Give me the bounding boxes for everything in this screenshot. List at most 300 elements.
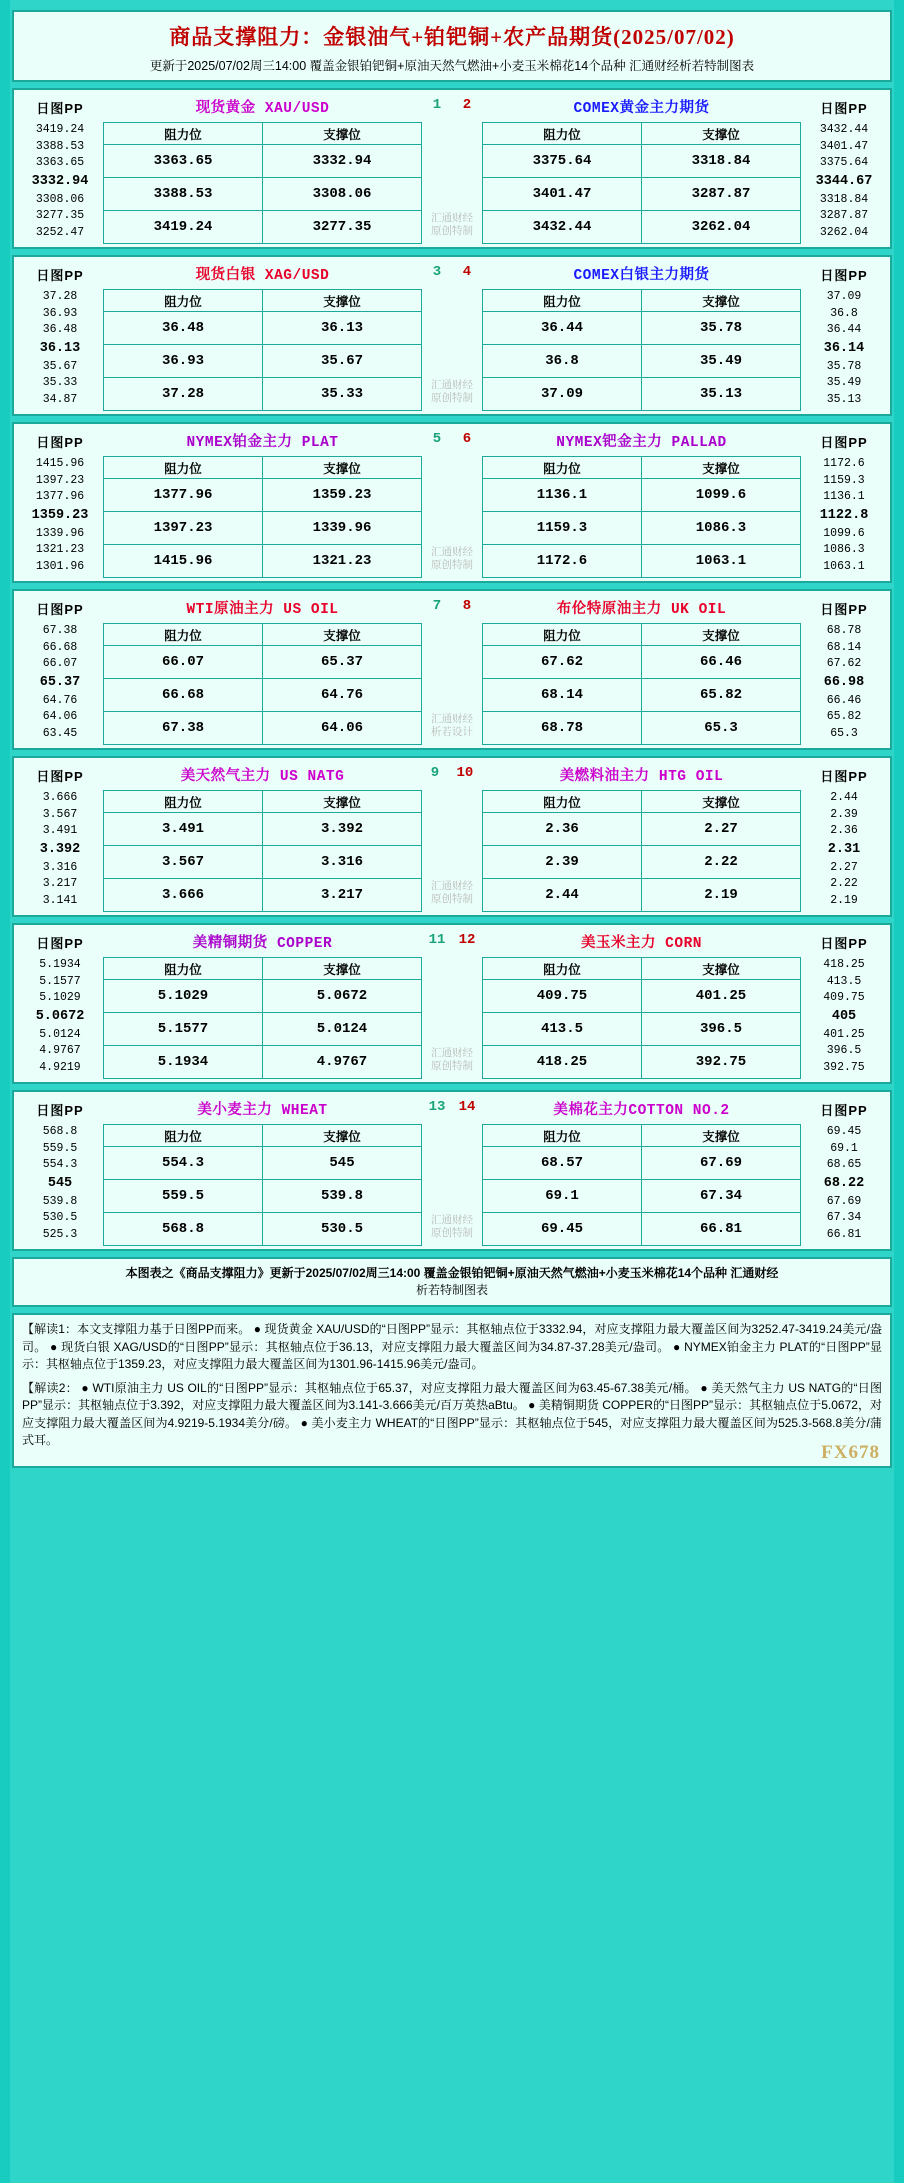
pivot-level-value: 5.1029 bbox=[39, 991, 81, 1004]
pivot-column-header: 日图PP bbox=[820, 1103, 868, 1118]
pivot-level-value: 5.1934 bbox=[39, 958, 81, 971]
support-value: 66.81 bbox=[642, 1213, 801, 1246]
support-value: 35.49 bbox=[642, 345, 801, 378]
pivot-level-value: 2.36 bbox=[830, 824, 858, 837]
pivot-level-value: 413.5 bbox=[826, 974, 862, 988]
pivot-level-value: 3.141 bbox=[42, 893, 78, 907]
pivot-value: 5.0672 bbox=[35, 1008, 85, 1024]
block-index-column bbox=[422, 1095, 482, 1246]
table-row bbox=[104, 1213, 422, 1246]
block-index-numbers bbox=[422, 761, 482, 781]
table-row bbox=[483, 211, 801, 244]
resistance-value: 37.28 bbox=[104, 378, 263, 411]
note-2: 【解读2： ● WTI原油主力 US OIL的“日图PP”显示：其枢轴点位于65.37，对应支撑阻力最大覆盖区间为63.45-67.38美元/桶。 ● 美天然气主力 US NATG的“日图PP”显示：其枢轴点位于3.392，对应支撑阻力最大覆盖区间为3.141-3.666美元/百万英热aBtu。 ● 美精铜期货 COPPER的“日图PP”显示：其枢轴点位于5.0672，对应支撑阻力最大覆盖区间为4.9219-5.1934美分/磅。 ● 美小麦主力 WHEAT的“日图PP”显示：其枢轴点位于545，对应支撑阻力最大覆盖区间为525.3-568.8美分/蒲式耳。 bbox=[22, 1380, 882, 1447]
pivot-level-value: 3419.24 bbox=[35, 123, 85, 136]
pivot-value: 3344.67 bbox=[815, 173, 873, 189]
support-value: 3332.94 bbox=[263, 145, 422, 178]
resistance-value: 2.44 bbox=[483, 879, 642, 912]
instrument-block bbox=[12, 422, 892, 583]
resistance-value: 66.07 bbox=[104, 646, 263, 679]
pivot-level-value: 554.3 bbox=[42, 1158, 78, 1171]
support-value: 530.5 bbox=[263, 1213, 422, 1246]
resistance-value: 3363.65 bbox=[104, 145, 263, 178]
instrument-panel-right bbox=[482, 761, 801, 912]
pivot-level-value: 35.67 bbox=[42, 359, 78, 373]
block-index-column bbox=[422, 260, 482, 411]
notes-box bbox=[12, 1313, 892, 1468]
column-header: 阻力位 bbox=[104, 290, 263, 312]
instrument-name: 美精铜期货 COPPER bbox=[192, 936, 333, 952]
table-row bbox=[104, 545, 422, 578]
pivot-level-value: 67.62 bbox=[826, 657, 862, 670]
pivot-level-value: 36.93 bbox=[42, 306, 78, 320]
support-value: 3318.84 bbox=[642, 145, 801, 178]
resistance-value: 3375.64 bbox=[483, 145, 642, 178]
column-header: 支撑位 bbox=[642, 457, 801, 479]
table-row bbox=[483, 1180, 801, 1213]
page-title: 商品支撑阻力：金银油气+铂钯铜+农产品期货(2025/07/02) bbox=[169, 25, 735, 49]
instrument-name: 美棉花主力COTTON NO.2 bbox=[553, 1103, 730, 1119]
resistance-value: 36.48 bbox=[104, 312, 263, 345]
pivot-column-right bbox=[801, 594, 887, 745]
block-index-numbers bbox=[422, 260, 482, 280]
instrument-name: 现货黄金 XAU/USD bbox=[195, 101, 330, 117]
instrument-name: COMEX白银主力期货 bbox=[573, 268, 710, 284]
pivot-level-value: 1063.1 bbox=[823, 559, 865, 573]
instrument-name: WTI原油主力 US OIL bbox=[186, 602, 339, 618]
pivot-level-value: 3.316 bbox=[42, 860, 78, 874]
pivot-column-right bbox=[801, 260, 887, 411]
pivot-value: 1122.8 bbox=[819, 507, 869, 523]
table-row bbox=[104, 479, 422, 512]
table-row bbox=[483, 178, 801, 211]
pivot-column-right bbox=[801, 1095, 887, 1246]
instrument-panel-left bbox=[103, 93, 422, 244]
pivot-level-value: 67.34 bbox=[826, 1211, 862, 1224]
instrument-name: 美小麦主力 WHEAT bbox=[197, 1103, 328, 1119]
resistance-value: 1159.3 bbox=[483, 512, 642, 545]
pivot-level-value: 2.44 bbox=[830, 791, 858, 804]
instrument-panel-left bbox=[103, 427, 422, 578]
pivot-value: 545 bbox=[47, 1175, 73, 1191]
pivot-value: 66.98 bbox=[823, 674, 865, 690]
table-row bbox=[483, 145, 801, 178]
resistance-value: 36.8 bbox=[483, 345, 642, 378]
pivot-value: 2.31 bbox=[827, 841, 861, 857]
table-row bbox=[104, 345, 422, 378]
pivot-level-value: 1172.6 bbox=[823, 457, 865, 470]
instrument-block bbox=[12, 1090, 892, 1251]
column-header: 阻力位 bbox=[483, 791, 642, 813]
resistance-value: 1136.1 bbox=[483, 479, 642, 512]
instrument-panel-left bbox=[103, 1095, 422, 1246]
pivot-level-value: 1301.96 bbox=[35, 559, 85, 573]
support-value: 64.76 bbox=[263, 679, 422, 712]
instrument-panel-right bbox=[482, 260, 801, 411]
pivot-level-value: 539.8 bbox=[42, 1194, 78, 1208]
instrument-panel-left bbox=[103, 260, 422, 411]
support-value: 1339.96 bbox=[263, 512, 422, 545]
table-row bbox=[483, 512, 801, 545]
resistance-value: 37.09 bbox=[483, 378, 642, 411]
pivot-level-value: 559.5 bbox=[42, 1141, 78, 1155]
table-row bbox=[104, 312, 422, 345]
resistance-support-table bbox=[482, 957, 801, 1079]
block-index-column bbox=[422, 594, 482, 745]
title-box bbox=[12, 10, 892, 82]
table-row bbox=[483, 879, 801, 912]
table-row bbox=[483, 1013, 801, 1046]
resistance-value: 1172.6 bbox=[483, 545, 642, 578]
resistance-value: 68.14 bbox=[483, 679, 642, 712]
pivot-level-value: 66.46 bbox=[826, 693, 862, 707]
support-value: 3.316 bbox=[263, 846, 422, 879]
block-index-right: 2 bbox=[462, 97, 472, 113]
support-value: 3277.35 bbox=[263, 211, 422, 244]
resistance-value: 3388.53 bbox=[104, 178, 263, 211]
support-value: 1359.23 bbox=[263, 479, 422, 512]
block-index-numbers bbox=[422, 93, 482, 113]
column-header: 支撑位 bbox=[642, 123, 801, 145]
resistance-value: 3419.24 bbox=[104, 211, 263, 244]
resistance-support-table bbox=[103, 122, 422, 244]
pivot-level-value: 35.49 bbox=[826, 376, 862, 389]
table-row bbox=[104, 378, 422, 411]
support-value: 35.67 bbox=[263, 345, 422, 378]
column-header: 支撑位 bbox=[642, 791, 801, 813]
resistance-value: 1377.96 bbox=[104, 479, 263, 512]
table-row bbox=[483, 846, 801, 879]
column-header: 阻力位 bbox=[104, 624, 263, 646]
block-index-numbers bbox=[422, 594, 482, 614]
resistance-value: 3432.44 bbox=[483, 211, 642, 244]
support-value: 35.13 bbox=[642, 378, 801, 411]
pivot-level-value: 69.1 bbox=[830, 1141, 858, 1155]
resistance-value: 3401.47 bbox=[483, 178, 642, 211]
resistance-value: 1397.23 bbox=[104, 512, 263, 545]
instrument-block bbox=[12, 589, 892, 750]
block-index-left: 3 bbox=[432, 264, 442, 280]
instrument-block bbox=[12, 255, 892, 416]
pivot-column-right bbox=[801, 427, 887, 578]
support-value: 392.75 bbox=[642, 1046, 801, 1079]
pivot-level-value: 3363.65 bbox=[35, 156, 85, 169]
resistance-value: 68.78 bbox=[483, 712, 642, 745]
blocks-container bbox=[12, 88, 892, 1251]
support-value: 1321.23 bbox=[263, 545, 422, 578]
pivot-column-left bbox=[17, 427, 103, 578]
pivot-level-value: 1339.96 bbox=[35, 526, 85, 540]
watermark-text: 汇通财经 原创特制 bbox=[431, 546, 473, 571]
resistance-value: 2.39 bbox=[483, 846, 642, 879]
block-index-right: 10 bbox=[456, 765, 474, 781]
pivot-level-value: 5.0124 bbox=[39, 1027, 81, 1041]
pivot-level-value: 66.68 bbox=[42, 640, 78, 654]
column-header: 支撑位 bbox=[263, 791, 422, 813]
pivot-level-value: 1136.1 bbox=[823, 490, 865, 503]
pivot-column-header: 日图PP bbox=[820, 769, 868, 784]
column-header: 支撑位 bbox=[263, 123, 422, 145]
pivot-column-left bbox=[17, 93, 103, 244]
pivot-level-value: 35.13 bbox=[826, 392, 862, 406]
watermark-text: 汇通财经 原创特制 bbox=[431, 1214, 473, 1239]
pivot-level-value: 36.48 bbox=[42, 323, 78, 336]
table-row bbox=[483, 679, 801, 712]
column-header: 阻力位 bbox=[483, 958, 642, 980]
pivot-level-value: 5.1577 bbox=[39, 974, 81, 988]
column-header: 支撑位 bbox=[263, 958, 422, 980]
block-index-right: 12 bbox=[458, 932, 476, 948]
pivot-column-header: 日图PP bbox=[36, 936, 84, 951]
column-header: 支撑位 bbox=[263, 1125, 422, 1147]
pivot-level-value: 3375.64 bbox=[819, 156, 869, 169]
support-value: 396.5 bbox=[642, 1013, 801, 1046]
pivot-level-value: 1415.96 bbox=[35, 457, 85, 470]
block-row bbox=[17, 594, 887, 745]
resistance-support-table bbox=[103, 1124, 422, 1246]
pivot-column-left bbox=[17, 761, 103, 912]
instrument-name: NYMEX铂金主力 PLAT bbox=[186, 435, 339, 451]
instrument-panel-left bbox=[103, 761, 422, 912]
table-row bbox=[104, 1013, 422, 1046]
resistance-value: 5.1577 bbox=[104, 1013, 263, 1046]
resistance-value: 5.1934 bbox=[104, 1046, 263, 1079]
support-value: 401.25 bbox=[642, 980, 801, 1013]
instrument-name: 美天然气主力 US NATG bbox=[180, 769, 345, 785]
pivot-level-value: 3.491 bbox=[42, 824, 78, 837]
resistance-value: 5.1029 bbox=[104, 980, 263, 1013]
watermark-text: 汇通财经 原创特制 bbox=[431, 379, 473, 404]
pivot-level-value: 69.45 bbox=[826, 1125, 862, 1138]
block-index-left: 5 bbox=[432, 431, 442, 447]
pivot-level-value: 68.65 bbox=[826, 1158, 862, 1171]
resistance-value: 67.62 bbox=[483, 646, 642, 679]
instrument-block bbox=[12, 923, 892, 1084]
support-value: 3287.87 bbox=[642, 178, 801, 211]
pivot-column-right bbox=[801, 761, 887, 912]
instrument-panel-right bbox=[482, 427, 801, 578]
pivot-column-header: 日图PP bbox=[36, 769, 84, 784]
block-index-numbers bbox=[422, 1095, 482, 1115]
pivot-level-value: 3388.53 bbox=[35, 139, 85, 153]
column-header: 阻力位 bbox=[104, 958, 263, 980]
pivot-level-value: 66.81 bbox=[826, 1227, 862, 1241]
pivot-column-header: 日图PP bbox=[36, 101, 84, 116]
table-row bbox=[483, 712, 801, 745]
pivot-level-value: 36.44 bbox=[826, 323, 862, 336]
table-row bbox=[483, 545, 801, 578]
pivot-level-value: 3262.04 bbox=[819, 225, 869, 239]
table-row bbox=[483, 980, 801, 1013]
block-index-left: 11 bbox=[428, 932, 446, 948]
pivot-column-right bbox=[801, 928, 887, 1079]
support-value: 4.9767 bbox=[263, 1046, 422, 1079]
resistance-support-table bbox=[103, 957, 422, 1079]
resistance-value: 3.491 bbox=[104, 813, 263, 846]
table-row bbox=[104, 813, 422, 846]
support-value: 545 bbox=[263, 1147, 422, 1180]
instrument-panel-left bbox=[103, 594, 422, 745]
resistance-value: 3.666 bbox=[104, 879, 263, 912]
watermark-text: 汇通财经 析若设计 bbox=[431, 713, 473, 738]
watermark-text: 汇通财经 原创特制 bbox=[431, 880, 473, 905]
pivot-level-value: 1099.6 bbox=[823, 526, 865, 540]
table-row bbox=[483, 1147, 801, 1180]
resistance-value: 68.57 bbox=[483, 1147, 642, 1180]
pivot-level-value: 1321.23 bbox=[35, 543, 85, 556]
resistance-support-table bbox=[482, 122, 801, 244]
instrument-panel-right bbox=[482, 1095, 801, 1246]
pivot-level-value: 64.76 bbox=[42, 693, 78, 707]
instrument-name: 美燃料油主力 HTG OIL bbox=[559, 769, 724, 785]
table-row bbox=[483, 479, 801, 512]
pivot-level-value: 68.14 bbox=[826, 640, 862, 654]
block-index-left: 7 bbox=[432, 598, 442, 614]
pivot-level-value: 530.5 bbox=[42, 1211, 78, 1224]
pivot-level-value: 2.22 bbox=[830, 877, 858, 890]
pivot-level-value: 409.75 bbox=[823, 991, 865, 1004]
pivot-level-value: 3.666 bbox=[42, 791, 78, 804]
column-header: 阻力位 bbox=[483, 1125, 642, 1147]
support-value: 3.392 bbox=[263, 813, 422, 846]
pivot-level-value: 3.567 bbox=[42, 807, 78, 821]
table-row bbox=[104, 1046, 422, 1079]
support-value: 35.78 bbox=[642, 312, 801, 345]
pivot-level-value: 3432.44 bbox=[819, 123, 869, 136]
column-header: 阻力位 bbox=[483, 290, 642, 312]
pivot-level-value: 66.07 bbox=[42, 657, 78, 670]
column-header: 支撑位 bbox=[642, 958, 801, 980]
block-index-right: 8 bbox=[462, 598, 472, 614]
instrument-block bbox=[12, 756, 892, 917]
pivot-value: 36.13 bbox=[39, 340, 81, 356]
support-value: 2.19 bbox=[642, 879, 801, 912]
column-header: 支撑位 bbox=[642, 290, 801, 312]
pivot-column-header: 日图PP bbox=[36, 435, 84, 450]
pivot-column-header: 日图PP bbox=[820, 101, 868, 116]
instrument-panel-right bbox=[482, 93, 801, 244]
pivot-value: 68.22 bbox=[823, 1175, 865, 1191]
pivot-level-value: 3401.47 bbox=[819, 139, 869, 153]
table-row bbox=[483, 1046, 801, 1079]
pivot-level-value: 35.33 bbox=[42, 376, 78, 389]
resistance-value: 66.68 bbox=[104, 679, 263, 712]
pivot-column-header: 日图PP bbox=[820, 602, 868, 617]
pivot-level-value: 1397.23 bbox=[35, 473, 85, 487]
support-value: 67.34 bbox=[642, 1180, 801, 1213]
table-row bbox=[483, 345, 801, 378]
resistance-value: 67.38 bbox=[104, 712, 263, 745]
table-row bbox=[483, 1213, 801, 1246]
pivot-level-value: 1086.3 bbox=[823, 543, 865, 556]
table-row bbox=[104, 1180, 422, 1213]
support-value: 35.33 bbox=[263, 378, 422, 411]
pivot-level-value: 392.75 bbox=[823, 1060, 865, 1074]
pivot-column-left bbox=[17, 1095, 103, 1246]
resistance-support-table bbox=[482, 456, 801, 578]
support-value: 3308.06 bbox=[263, 178, 422, 211]
table-row bbox=[104, 145, 422, 178]
block-index-right: 6 bbox=[462, 431, 472, 447]
pivot-level-value: 65.82 bbox=[826, 710, 862, 723]
pivot-level-value: 35.78 bbox=[826, 359, 862, 373]
column-header: 阻力位 bbox=[104, 123, 263, 145]
pivot-value: 1359.23 bbox=[31, 507, 89, 523]
footer-line-1: 本图表之《商品支撑阻力》更新于2025/07/02周三14:00 覆盖金银铂钯铜+原油天然气燃油+小麦玉米棉花14个品种 汇通财经 bbox=[125, 1266, 779, 1280]
instrument-name: 布伦特原油主力 UK OIL bbox=[556, 602, 727, 618]
support-value: 65.3 bbox=[642, 712, 801, 745]
pivot-level-value: 1159.3 bbox=[823, 473, 865, 487]
resistance-value: 69.45 bbox=[483, 1213, 642, 1246]
pivot-value: 405 bbox=[831, 1008, 857, 1024]
pivot-level-value: 64.06 bbox=[42, 710, 78, 723]
pivot-level-value: 3.217 bbox=[42, 877, 78, 890]
table-row bbox=[483, 813, 801, 846]
block-index-right: 4 bbox=[462, 264, 472, 280]
column-header: 支撑位 bbox=[642, 1125, 801, 1147]
resistance-support-table bbox=[103, 456, 422, 578]
block-index-left: 13 bbox=[428, 1099, 446, 1115]
pivot-level-value: 37.28 bbox=[42, 290, 78, 303]
support-value: 3262.04 bbox=[642, 211, 801, 244]
note-1: 【解读1：本文支撑阻力基于日图PP而来。 ● 现货黄金 XAU/USD的“日图PP”显示：其枢轴点位于3332.94，对应支撑阻力最大覆盖区间为3252.47-3419.24美元/盎司。 ● 现货白银 XAG/USD的“日图PP”显示：其枢轴点位于36.13，对应支撑阻力最大覆盖区间为34.87-37.28美元/盎司。 ● NYMEX铂金主力 PLAT的“日图PP”显示：其枢轴点位于1359.23，对应支撑阻力最大覆盖区间为1301.96-1415.96美元/盎司。 bbox=[22, 1322, 882, 1371]
column-header: 阻力位 bbox=[104, 791, 263, 813]
block-row bbox=[17, 260, 887, 411]
resistance-support-table bbox=[103, 623, 422, 745]
support-value: 65.82 bbox=[642, 679, 801, 712]
block-index-numbers bbox=[422, 427, 482, 447]
instrument-panel-left bbox=[103, 928, 422, 1079]
pivot-level-value: 68.78 bbox=[826, 624, 862, 637]
table-row bbox=[483, 378, 801, 411]
pivot-value: 36.14 bbox=[823, 340, 865, 356]
support-value: 1063.1 bbox=[642, 545, 801, 578]
resistance-value: 36.44 bbox=[483, 312, 642, 345]
support-value: 67.69 bbox=[642, 1147, 801, 1180]
resistance-value: 2.36 bbox=[483, 813, 642, 846]
block-row bbox=[17, 427, 887, 578]
column-header: 阻力位 bbox=[483, 457, 642, 479]
pivot-level-value: 34.87 bbox=[42, 392, 78, 406]
pivot-column-header: 日图PP bbox=[820, 435, 868, 450]
column-header: 阻力位 bbox=[104, 457, 263, 479]
pivot-value: 3332.94 bbox=[31, 173, 89, 189]
instrument-name: 美玉米主力 CORN bbox=[580, 936, 702, 952]
pivot-level-value: 65.3 bbox=[830, 726, 858, 740]
support-value: 36.13 bbox=[263, 312, 422, 345]
pivot-level-value: 37.09 bbox=[826, 290, 862, 303]
column-header: 阻力位 bbox=[483, 624, 642, 646]
footer-line-2: 析若特制图表 bbox=[415, 1283, 488, 1297]
pivot-level-value: 401.25 bbox=[823, 1027, 865, 1041]
table-row bbox=[104, 178, 422, 211]
pivot-level-value: 2.39 bbox=[830, 807, 858, 821]
table-row bbox=[483, 312, 801, 345]
resistance-value: 409.75 bbox=[483, 980, 642, 1013]
resistance-value: 3.567 bbox=[104, 846, 263, 879]
table-row bbox=[104, 879, 422, 912]
support-value: 66.46 bbox=[642, 646, 801, 679]
support-value: 2.22 bbox=[642, 846, 801, 879]
pivot-level-value: 3318.84 bbox=[819, 192, 869, 206]
instrument-panel-right bbox=[482, 594, 801, 745]
pivot-column-header: 日图PP bbox=[820, 936, 868, 951]
pivot-level-value: 67.38 bbox=[42, 624, 78, 637]
block-index-left: 1 bbox=[432, 97, 442, 113]
support-value: 539.8 bbox=[263, 1180, 422, 1213]
page-subtitle: 更新于2025/07/02周三14:00 覆盖金银铂钯铜+原油天然气燃油+小麦玉米棉花14个品种 汇通财经析若特制图表 bbox=[149, 59, 755, 73]
table-row bbox=[104, 646, 422, 679]
